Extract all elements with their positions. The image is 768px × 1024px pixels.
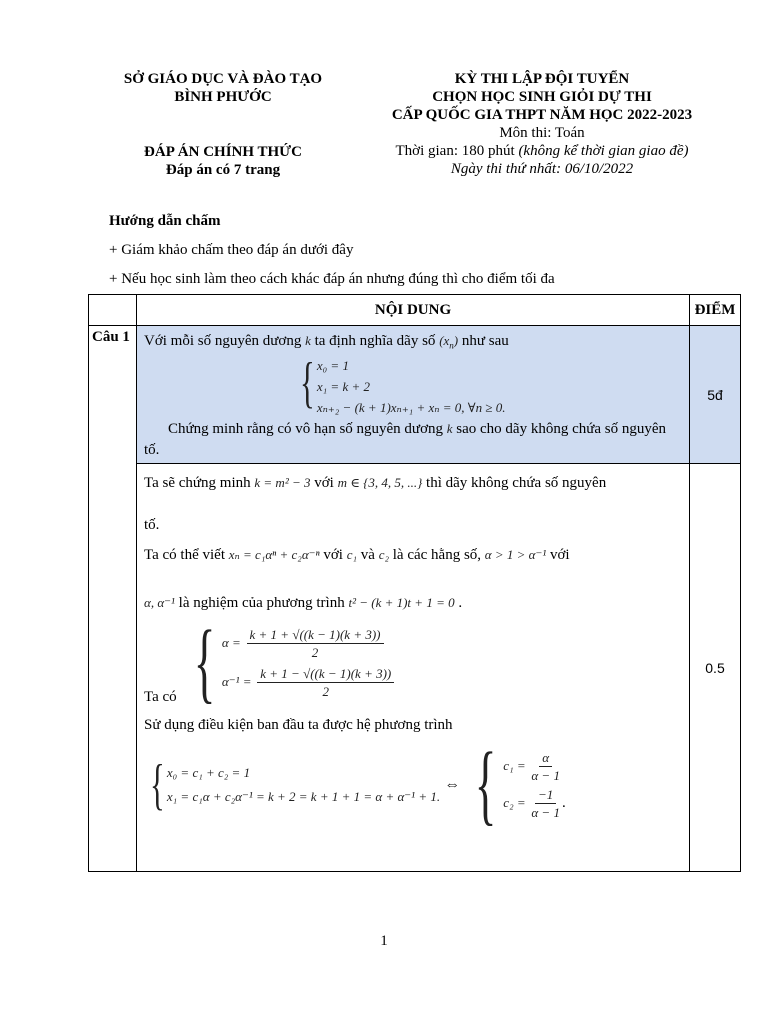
guide-line-1: + Giám khảo chấm theo đáp án dưới đây xyxy=(109,242,354,258)
question-1-row xyxy=(89,326,741,464)
content-column-header: NỘI DUNG xyxy=(137,295,690,326)
exam-date: Ngày thi thứ nhất: 06/10/2022 xyxy=(450,161,634,177)
alpha-system: { α = $\frac{k + 1 + √((k - 1)(k + 3))}{2}$ α⁻¹ = $\frac{k + 1 - √((k - 1)(k + 3))}{2}$ xyxy=(183,618,397,708)
initial-condition-system: { x₀ = c₁ + c₂ = 1 x₁ = c₁α + c₂α⁻¹ = k + 2 = k + 1 + 1 = α + α⁻¹ + 1. xyxy=(150,754,441,816)
exam-header xyxy=(362,70,722,178)
recurrence-system: { x₀ = 1 x₁ = k + 2 xₙ₊₂ − (k + 1)xₙ₊₁ + xₙ = 0, ∀n ≥ 0. xyxy=(300,351,506,415)
question-1-statement: Với mỗi số nguyên dương k ta định nghĩa dãy số $(x_n)$ như sau { x₀ = 1 x₁ = k + 2 xₙ₊₂ − (k + 1)xₙ₊₁ + xₙ = 0, ∀n ≥ 0. Chứng minh rằng có vô hạn số nguyên dương k sao cho dãy không chứa số nguyên tố. xyxy=(137,326,690,464)
guide-line-2: + Nếu học sinh làm theo cách khác đáp án nhưng đúng thì cho điểm tối đa xyxy=(109,271,555,287)
page-count: Đáp án có 7 trang xyxy=(165,162,281,178)
question-1-label: Câu 1 xyxy=(89,326,137,872)
page-number: 1 xyxy=(380,933,388,949)
department-header xyxy=(88,70,358,179)
solution-content: Ta sẽ chứng minh k = m² − 3 với m ∈ {3, 4, 5, ...} thì dãy không chứa số nguyên tố. Ta có thể viết xₙ = c₁αⁿ + c₂α⁻ⁿ với c₁ và c₂ là các hằng số, α > 1 > α⁻¹ với α, α⁻¹ là nghiệm của phương trình t² − (k + 1)t + 1 = 0 . Ta có { α = $\frac{k + 1 + √((k - 1)(k + 3))}{2}$ α⁻¹ = $\frac{k + 1 - √((k - 1)(k + 3))}{2}$ Sử dụng điều kiện ban đầu ta được hệ phương trình { x₀ = c₁ + c₂ = 1 x₁ = c₁α + c₂α⁻¹ = k + 2 = k + 1 + 1 = α + α⁻¹ + 1. ⇔ { c₁ = $\frac{\alpha}{\alpha - 1}$ c₂ = $\frac{-1}{\alpha - 1}$ . xyxy=(137,464,690,872)
exam-subject: Môn thi: Toán xyxy=(499,125,585,141)
department-name: SỞ GIÁO DỤC VÀ ĐÀO TẠO xyxy=(123,71,323,87)
question-1-score: 5đ xyxy=(690,326,741,464)
province-name: BÌNH PHƯỚC xyxy=(174,89,272,105)
solution-row xyxy=(89,464,741,872)
grading-guide xyxy=(109,207,555,294)
table-header-row xyxy=(89,295,741,326)
constants-system: { c₁ = $\frac{\alpha}{\alpha - 1}$ c₂ = $\frac{-1}{\alpha - 1}$ . xyxy=(474,735,566,834)
answer-table xyxy=(88,294,741,872)
official-answer-label: ĐÁP ÁN CHÍNH THỨC xyxy=(144,144,302,160)
exam-title-1: KỲ THI LẬP ĐỘI TUYỂN xyxy=(454,71,630,87)
score-column-header: ĐIỂM xyxy=(690,295,741,326)
solution-score: 0.5 xyxy=(690,464,741,872)
exam-title-2: CHỌN HỌC SINH GIỎI DỰ THI xyxy=(432,89,652,105)
exam-title-3: CẤP QUỐC GIA THPT NĂM HỌC 2022-2023 xyxy=(391,107,693,123)
exam-duration: Thời gian: 180 phút (không kể thời gian giao đề) xyxy=(395,143,689,159)
guide-title: Hướng dẫn chấm xyxy=(109,213,221,229)
